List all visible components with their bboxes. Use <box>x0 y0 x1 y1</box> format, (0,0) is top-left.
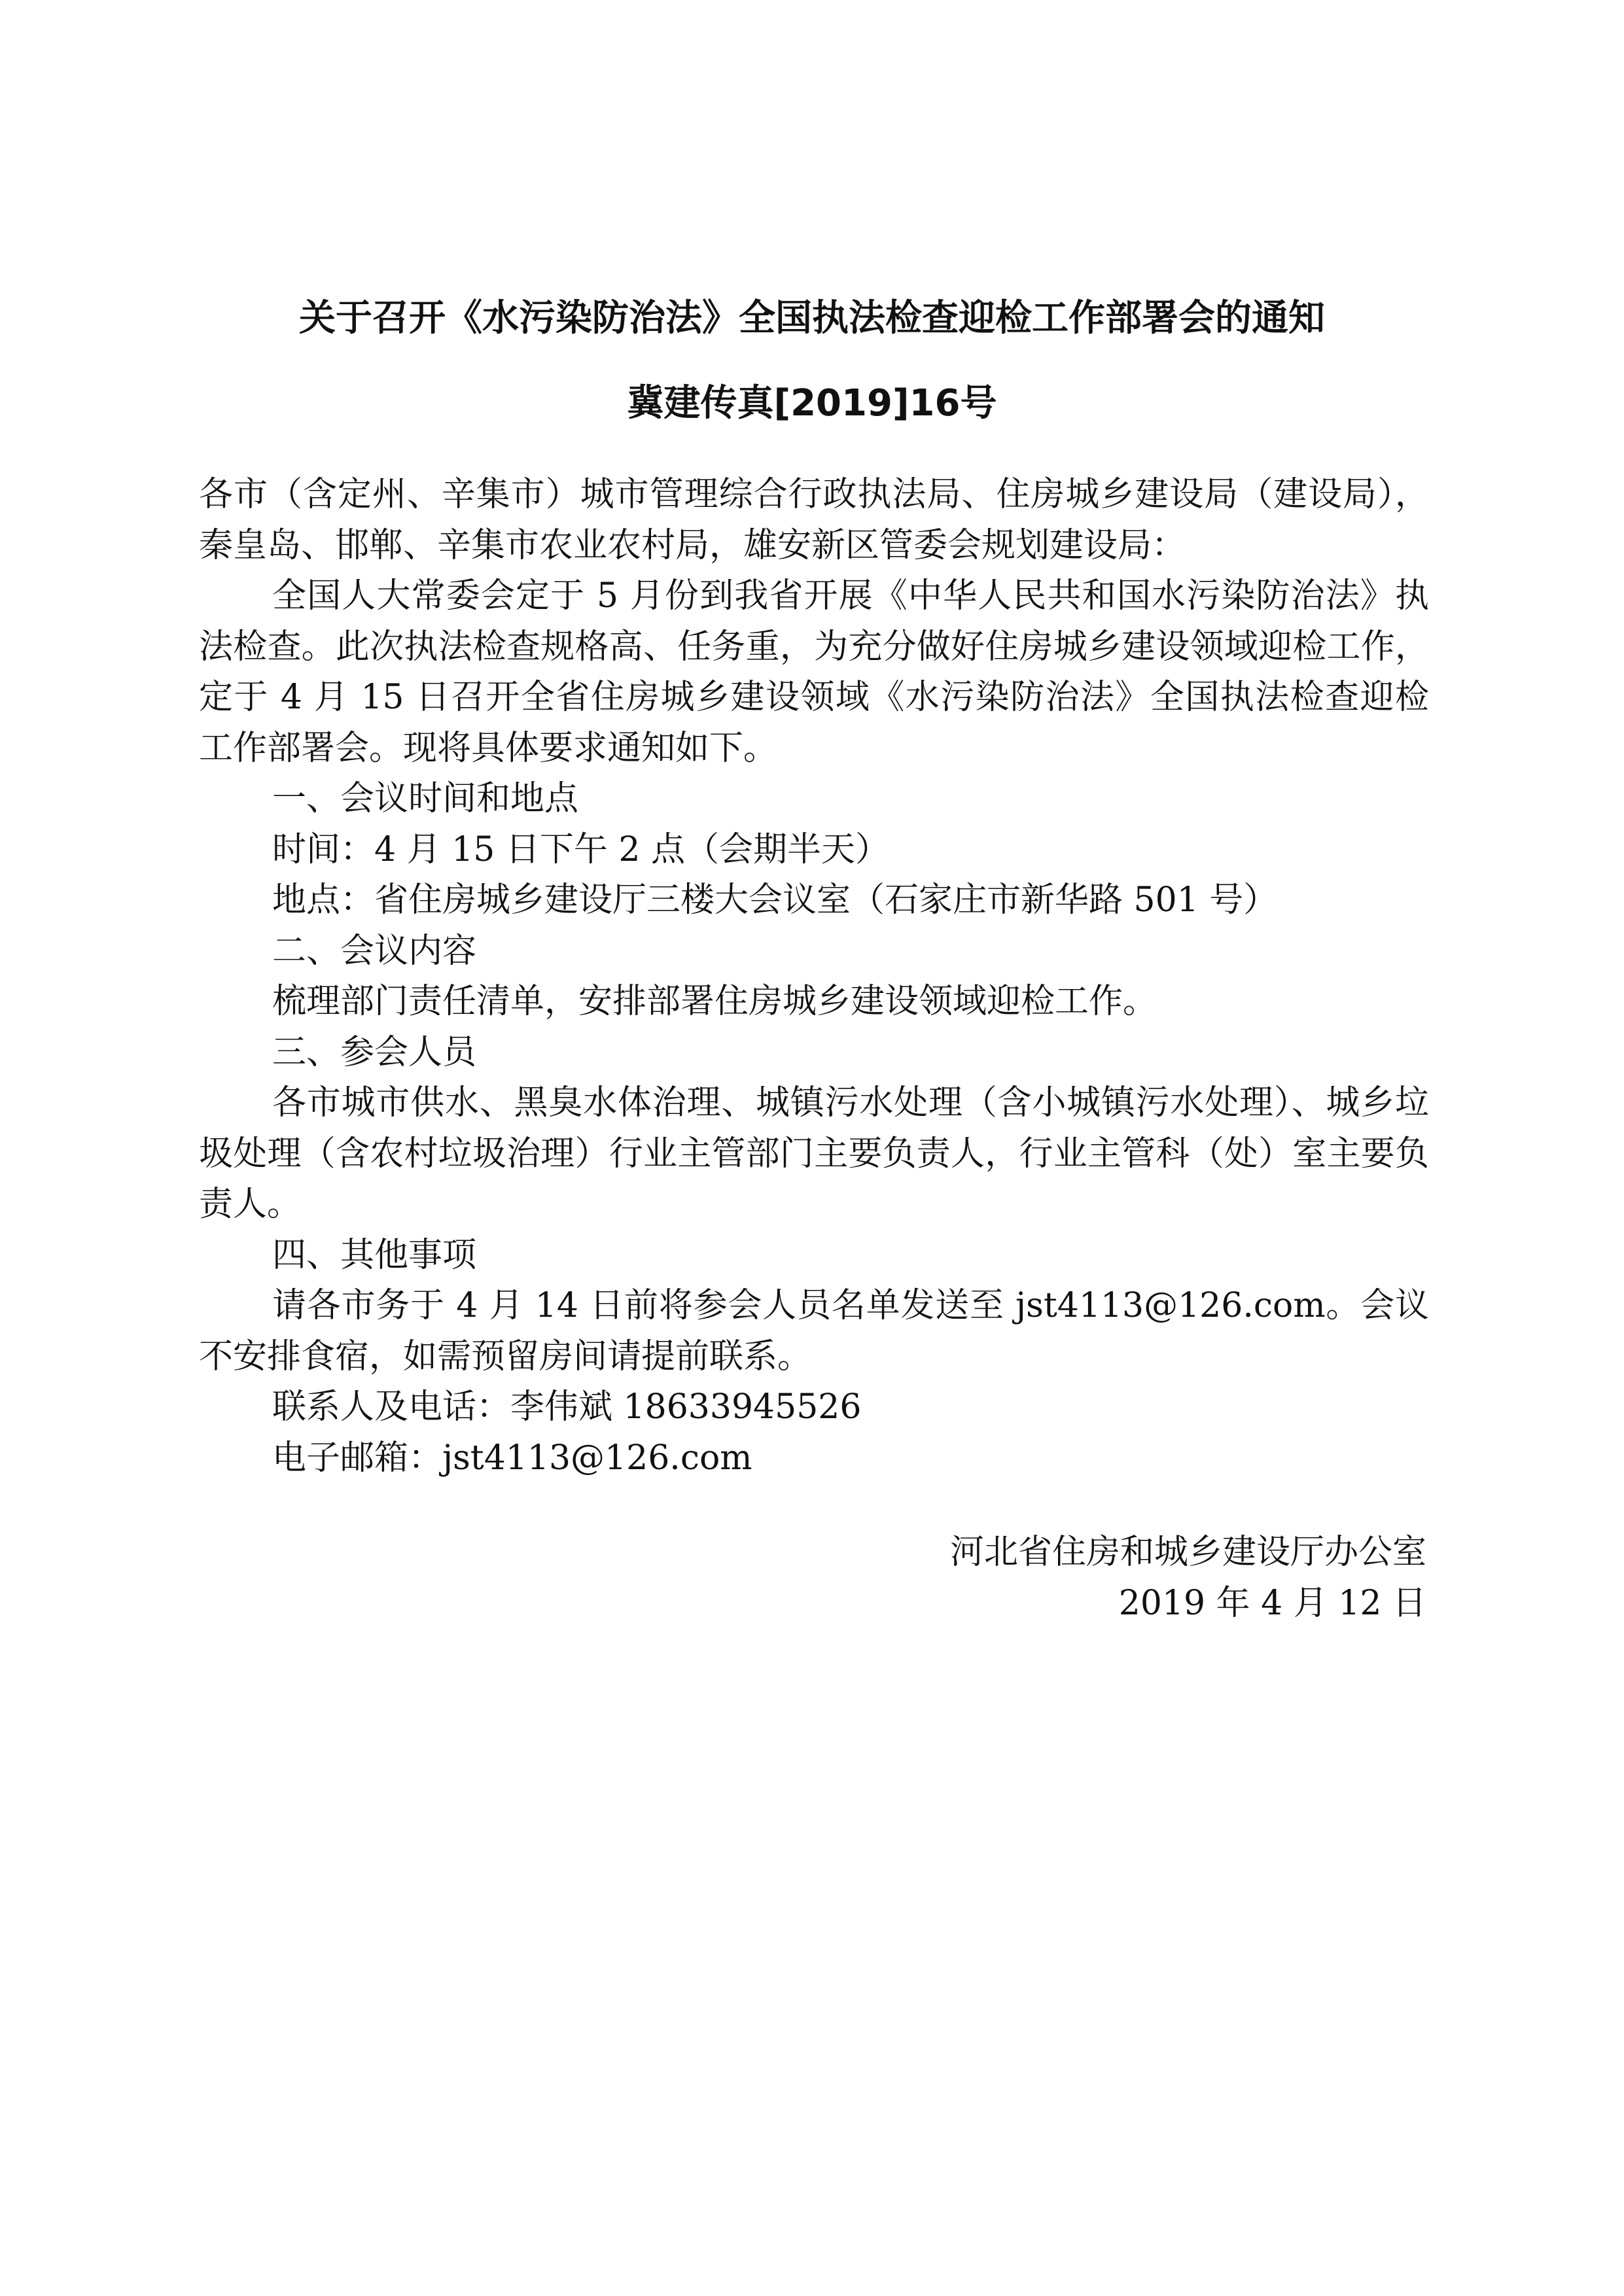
section-3-heading: 三、参会人员 <box>272 1032 477 1072</box>
section-4-heading: 四、其他事项 <box>272 1235 477 1275</box>
contact-line: 联系人及电话：李伟斌 18633945526 <box>272 1387 862 1427</box>
attendees-paragraph: 各市城市供水、黑臭水体治理、城镇污水处理（含小城镇污水处理）、城乡垃圾处理（含农村垃圾治理）行业主管部门主要负责人，行业主管科（处）室主要负责人。 <box>199 1083 1429 1224</box>
other-matters-paragraph: 请各市务于 4 月 14 日前将参会人员名单发送至 jst4113@126.com。会议不安排食宿，如需预留房间请提前联系。 <box>199 1286 1429 1376</box>
document-body <box>199 470 1429 1484</box>
meeting-content: 梳理部门责任清单，安排部署住房城乡建设领域迎检工作。 <box>272 982 1157 1021</box>
meeting-place: 地点：省住房城乡建设厅三楼大会议室（石家庄市新华路 501 号） <box>272 880 1278 920</box>
email-line: 电子邮箱：jst4113@126.com <box>272 1438 752 1478</box>
addressee-paragraph: 各市（含定州、辛集市）城市管理综合行政执法局、住房城乡建设局（建设局），秦皇岛、邯郸、辛集市农业农村局，雄安新区管委会规划建设局： <box>199 475 1429 565</box>
document-title: 关于召开《水污染防治法》全国执法检查迎检工作部署会的通知 <box>299 297 1325 339</box>
meeting-time: 时间：4 月 15 日下午 2 点（会期半天） <box>272 829 889 869</box>
section-2-heading: 二、会议内容 <box>272 931 477 971</box>
signature-date: 2019 年 4 月 12 日 <box>1118 1584 1426 1623</box>
section-1-heading: 一、会议时间和地点 <box>272 779 579 818</box>
intro-paragraph: 全国人大常委会定于 5 月份到我省开展《中华人民共和国水污染防治法》执法检查。此次执法检查规格高、任务重，为充分做好住房城乡建设领域迎检工作，定于 4 月 15 日召开全省住房城乡建设领域《水污染防治法》全国执法检查迎检工作部署会。现将具体要求通知如下。 <box>199 576 1429 768</box>
signature-organization: 河北省住房和城乡建设厅办公室 <box>949 1533 1426 1572</box>
document-number: 冀建传真[2019]16号 <box>627 382 997 425</box>
signature-block <box>950 1527 1426 1629</box>
